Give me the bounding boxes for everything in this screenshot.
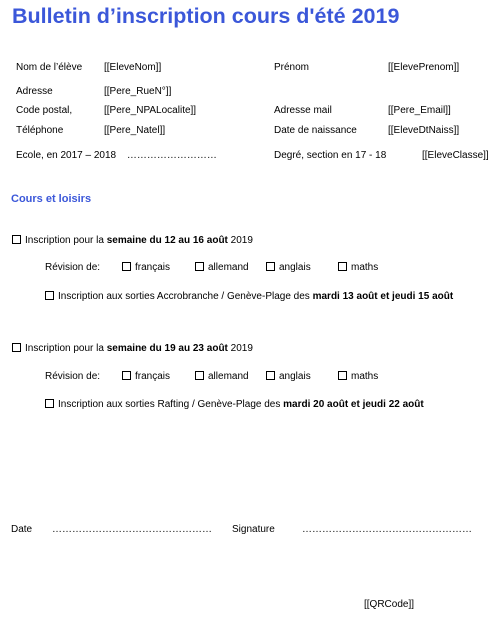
- telephone-value: [[Pere_Natel]]: [104, 125, 166, 136]
- signature-dots[interactable]: ……………………………………………: [302, 524, 472, 535]
- ecole-label-text: Ecole, en 2017 – 2018: [16, 150, 117, 161]
- week-2-subject-maths[interactable]: maths: [338, 371, 378, 382]
- week-2-subject-francais[interactable]: français: [122, 371, 170, 382]
- week-1-subject-francais[interactable]: français: [122, 262, 170, 273]
- checkbox-icon[interactable]: [338, 371, 347, 380]
- code-postal-value: [[Pere_NPALocalite]]: [104, 105, 197, 116]
- week-2-checkbox-row[interactable]: Inscription pour la semaine du 19 au 23 août 2019: [12, 343, 253, 354]
- week-1-checkbox-row[interactable]: Inscription pour la semaine du 12 au 16 août 2019: [12, 235, 253, 246]
- degre-label: Degré, section en 17 - 18: [274, 150, 387, 161]
- week-1-subject-allemand[interactable]: allemand: [195, 262, 249, 273]
- checkbox-icon[interactable]: [122, 371, 131, 380]
- prenom-label: Prénom: [274, 62, 310, 73]
- checkbox-icon[interactable]: [195, 371, 204, 380]
- naissance-value: [[EleveDtNaiss]]: [388, 125, 460, 136]
- naissance-label: Date de naissance: [274, 125, 357, 136]
- checkbox-icon[interactable]: [266, 262, 275, 271]
- telephone-label: Téléphone: [16, 125, 64, 136]
- checkbox-icon[interactable]: [266, 371, 275, 380]
- adresse-label: Adresse: [16, 86, 53, 97]
- week-1-revision-label: Révision de:: [45, 262, 101, 273]
- section-title: Cours et loisirs: [11, 193, 92, 205]
- checkbox-icon[interactable]: [45, 291, 54, 300]
- checkbox-icon[interactable]: [45, 399, 54, 408]
- ecole-label: [16, 150, 217, 161]
- page-title: Bulletin d’inscription cours d'été 2019: [12, 4, 400, 28]
- week-2-subject-allemand[interactable]: allemand: [195, 371, 249, 382]
- week-1-subject-maths[interactable]: maths: [338, 262, 378, 273]
- qrcode-placeholder: [[QRCode]]: [364, 599, 415, 610]
- checkbox-icon[interactable]: [12, 235, 21, 244]
- prenom-value: [[ElevePrenom]]: [388, 62, 460, 73]
- week-2-subject-anglais[interactable]: anglais: [266, 371, 311, 382]
- ecole-dots: ………………………: [126, 150, 217, 161]
- checkbox-icon[interactable]: [338, 262, 347, 271]
- nom-label: Nom de l’élève: [16, 62, 83, 73]
- mail-value: [[Pere_Email]]: [388, 105, 451, 116]
- code-postal-label: Code postal,: [16, 105, 73, 116]
- mail-label: Adresse mail: [274, 105, 332, 116]
- week-1-outing-row[interactable]: Inscription aux sorties Accrobranche / Genève-Plage des mardi 13 août et jeudi 15 août: [45, 291, 453, 302]
- checkbox-icon[interactable]: [12, 343, 21, 352]
- checkbox-icon[interactable]: [195, 262, 204, 271]
- week-1-subject-anglais[interactable]: anglais: [266, 262, 311, 273]
- checkbox-icon[interactable]: [122, 262, 131, 271]
- degre-value: [[EleveClasse]]: [422, 150, 489, 161]
- date-dots[interactable]: …………………………………………: [52, 524, 212, 535]
- week-2-outing-row[interactable]: Inscription aux sorties Rafting / Genève-Plage des mardi 20 août et jeudi 22 août: [45, 399, 424, 410]
- date-label: Date: [11, 524, 33, 535]
- adresse-value: [[Pere_RueN°]]: [104, 86, 172, 97]
- signature-label: Signature: [232, 524, 275, 535]
- nom-value: [[EleveNom]]: [104, 62, 162, 73]
- week-2-revision-label: Révision de:: [45, 371, 101, 382]
